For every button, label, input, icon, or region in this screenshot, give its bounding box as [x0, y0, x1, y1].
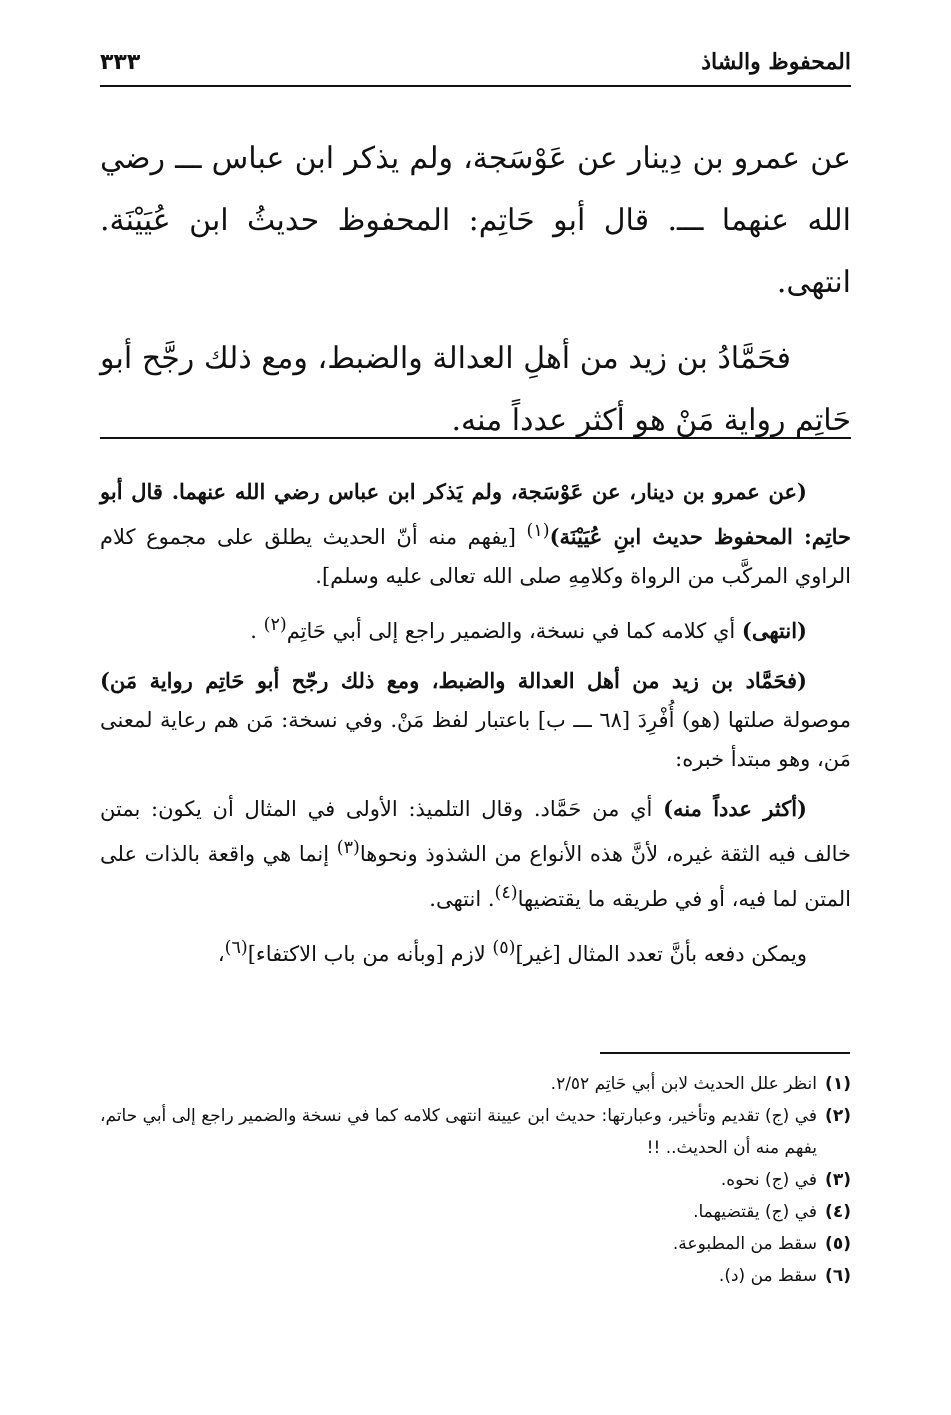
commentary [100, 472, 851, 984]
commentary-paragraph-1 [100, 472, 851, 596]
lemma: (فحَمَّاد بن زيد من أهل العدالة والضبط، ومع ذلك رجّح أبو حَاتِم رواية مَن) [100, 668, 807, 693]
footnote-text: في (ج) نحوه. [720, 1170, 817, 1190]
main-text [100, 128, 851, 466]
footnote-text: سقط من (د). [718, 1266, 817, 1286]
footnote-ref: (٣) [336, 838, 360, 858]
commentary-text: [يفهم منه أنّ الحديث يطلق على مجموع كلام الراوي المركَّب من الرواة وكلامِهِ صلى الله تعالى عليه وسلم]. [100, 525, 851, 588]
commentary-text: موصولة صلتها (هو) أُفْرِدَ [٦٨ ـــ ب] باعتبار لفظ مَنْ. وفي نسخة: مَن هم رعاية لمعنى مَن، وهو مبتدأ خبره: [100, 708, 851, 771]
footnote [100, 1100, 851, 1164]
footnote-divider [600, 1052, 850, 1054]
footnotes [100, 1068, 851, 1292]
commentary-text: أي من حَمَّاد. وقال التلميذ: الأولى في المثال أن يكون: بمتن خالف فيه الثقة غيره، لأنَّ هذه الأنواع من الشذوذ ونحوها [100, 797, 851, 866]
lemma: (عن عمرو بن دينار، عن عَوْسَجة، ولم يَذكر ابن عباس رضي الله عنهما. قال أبو حاتِم: المحفوظ حديث ابنِ عُيَيْنَة) [100, 479, 851, 549]
footnote-text: سقط من المطبوعة. [672, 1234, 817, 1254]
lemma: (أكثر عدداً منه) [663, 796, 807, 821]
main-paragraph-1: عن عمرو بن دِينار عن عَوْسَجة، ولم يذكر ابن عباس ـــ رضي الله عنهما ـــ. قال أبو حَاتِم: المحفوظ حديثُ ابن عُيَيْنَة. انتهى. [100, 141, 851, 300]
footnote [100, 1068, 851, 1100]
lemma: (انتهى) [741, 618, 807, 643]
commentary-paragraph-4 [100, 789, 851, 919]
footnote-ref: (٤) [494, 883, 518, 903]
footnote [100, 1164, 851, 1196]
header-divider [100, 85, 851, 87]
footnote-number: (٣) [825, 1170, 851, 1190]
footnote-text: في (ج) يقتضيهما. [693, 1202, 817, 1222]
footnote-number: (٥) [825, 1234, 851, 1254]
footnote-ref: (٥) [492, 938, 516, 958]
commentary-text: إنما هي واقعة بالذات على المتن لما فيه، أو في طريقه ما يقتضيها [100, 842, 851, 911]
commentary-text: . انتهى. [429, 887, 495, 911]
running-title: المحفوظ والشاذ [701, 49, 851, 75]
footnote-ref: (١) [526, 521, 550, 541]
footnote-number: (٢) [825, 1106, 851, 1126]
footnote-text: انظر علل الحديث لابن أبي حَاتِم ٢/٥٢. [550, 1074, 817, 1094]
footnote [100, 1260, 851, 1292]
commentary-text: ويمكن دفعه بأنَّ تعدد المثال [غير] [515, 942, 807, 966]
footnote [100, 1228, 851, 1260]
footnote-text: في (ج) تقديم وتأخير، وعبارتها: حديث ابن عيينة انتهى كلامه كما في نسخة والضمير راجع إلى أبي حاتم، يفهم منه أن الحديث.. !! [100, 1106, 817, 1158]
commentary-text: لازم [وبأنه من باب الاكتفاء] [247, 942, 493, 966]
footnote-ref: (٦) [224, 938, 248, 958]
footnote-number: (١) [825, 1074, 851, 1094]
commentary-text: . [250, 619, 264, 643]
footnote [100, 1196, 851, 1228]
commentary-text: أي كلامه كما في نسخة، والضمير راجع إلى أبي حَاتِم [286, 619, 742, 643]
commentary-paragraph-5 [100, 929, 851, 974]
main-paragraph-2: فحَمَّادُ بن زيد من أهلِ العدالة والضبط، ومع ذلك رجَّح أبو حَاتِم رواية مَنْ هو أكثر عدداً منه. [100, 341, 851, 438]
commentary-paragraph-3 [100, 661, 851, 779]
page-number: ٣٣٣ [100, 49, 141, 75]
footnote-number: (٦) [825, 1266, 851, 1286]
commentary-text: ، [217, 942, 225, 966]
commentary-divider [100, 437, 851, 439]
footnote-ref: (٢) [263, 615, 287, 635]
commentary-paragraph-2 [100, 606, 851, 651]
footnote-number: (٤) [825, 1202, 851, 1222]
page-header [100, 42, 851, 82]
